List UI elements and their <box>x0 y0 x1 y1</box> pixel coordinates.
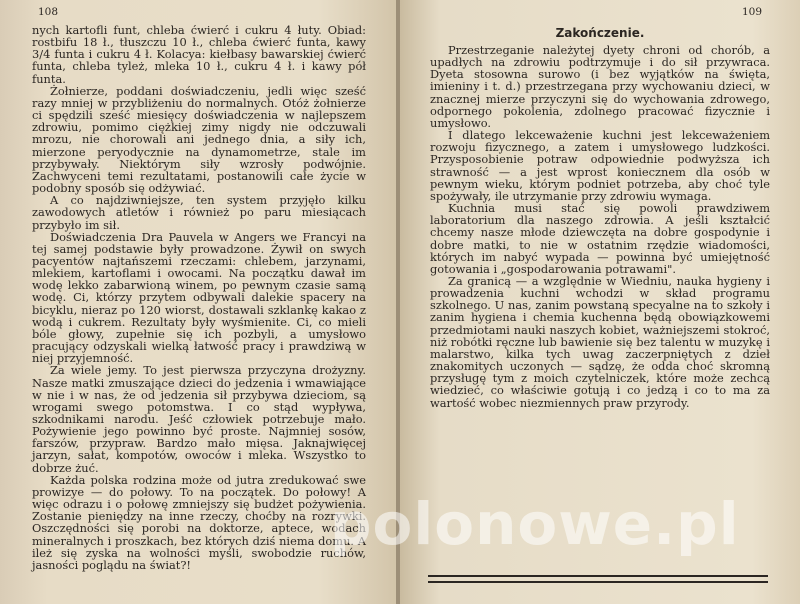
right-page <box>400 0 800 604</box>
paragraph: Żołnierze, poddani doświadczeniu, jedli więc sześć razy mniej w przybliżeniu do normalnych. Otóż żołnierze ci spędzili sześć miesięcy doświadczenia w najlepszem zdrowiu, pomimo ciężkiej zimy nigdy nie odczuwali mrozu, nie chorowali ani jednego dnia, a siły ich, mierzone peryodycznie na dynamometrze, stale im przybywały. Niektórym siły wzrosły podwójnie. Zachwyceni temi rezultatami, postanowili całe życie w podobny sposób się odżywiać. <box>32 83 366 196</box>
left-page <box>0 0 398 604</box>
paragraph: Każda polska rodzina może od jutra zredukować swe prowizye — do połowy. To na początek. Do połowy! A więc odrazu i o połowę zmniejszy się budżet pożywienia. Zostanie pieniędzy na inne rzeczy, choćby na rozrywki. Oszczędności się porobi na doktorze, aptece, wodach mineralnych i proszkach, bez których dziś niema domu. A ileż się zyska na wolności myśli, swobodzie ruchów, jasności poglądu na świat?! <box>32 472 366 572</box>
left-page-text <box>32 24 366 571</box>
paragraph: A co najdziwniejsze, ten system przyjęło kilku zawodowych atletów i również po paru miesiącach przybyło im sił. <box>32 193 366 232</box>
chapter-title: Zakończenie. <box>555 26 645 40</box>
right-page-text <box>430 44 770 409</box>
paragraph: Kuchnia musi stać się powoli prawdziwem laboratorium dla naszego zdrowia. A jeśli kształcić chcemy nasze młode dziewczęta na dobre gospodynie i dobre matki, to nie w ostatnim rzędzie wiadomości, których im nabyć wypada — powinna być umiejętność gotowania i „gospodarowania potrawami". <box>430 201 770 276</box>
paragraph: Za granicą — a względnie w Wiedniu, nauka hygieny i prowadzenia kuchni wchodzi w skład programu szkolnego. U nas, zanim powstaną specyalne na to szkoły i zanim hygiena i chemia kuchenna będą obowiązkowemi przedmiotami nauki naszych kobiet, ważniejszemi stokroć, niż robótki ręczne lub bawienie się bez talentu w muzykę i malarstwo, kilka tych uwag zaczerpniętych z dzieł znakomitych uczonych — sądzę, że odda choć skromną przysługę tym z moich czytelniczek, które może zechcą wiedzieć, co właściwie gotują i co jedzą i co to ma za wartość wobec niezmiennych praw przyrody. <box>430 273 770 410</box>
end-rule-thin <box>428 581 768 583</box>
page-number-left: 108 <box>38 6 59 18</box>
paragraph: Doświadczenia Dra Pauvela w Angers we Francyi na tej samej podstawie były prowadzone. Żywił on swych pacyentów najtańszemi rzeczami: chlebem, jarzynami, mlekiem, kartoflami i owocami. Na początku dawał im wodę lekko zabarwioną winem, po pewnym czasie samą wodę. Ci, którzy przytem odbywali dalekie spacery na bicyklu, nieraz po 120 wiorst, dostawali szklankę kakao z wodą i cukrem. Rezultaty były wyśmienite. Ci, co mieli bóle głowy, zupełnie się ich pozbyli, a umysłowo pracujący odzyskali wielką łatwość pracy i prawdziwą w niej przyjemność. <box>32 229 366 366</box>
page-number-right: 109 <box>741 6 762 18</box>
paragraph: Przestrzeganie należytej dyety chroni od chorób, a upadłych na zdrowiu podtrzymuje i do sił przywraca. Dyeta stosowna surowo (i bez wyjątków na święta, imieniny i t. d.) przestrzegana przy wychowaniu dzieci, w znacznej mierze przyczyni się do wychowania zdrowego, odpornego pokolenia, zdolnego pracować fizycznie i umysłowo. <box>430 43 770 130</box>
paragraph: Za wiele jemy. To jest pierwsza przyczyna drożyzny. Nasze matki zmuszające dzieci do jedzenia i wmawiające w nie i w nas, że od jedzenia sił przybywa dzieciom, są wrogami swego potomstwa. I co stąd wypływa, szkodnikami narodu. Jeść człowiek potrzebuje mało. Pożywienie jego powinno być proste. Najmniej sosów, farszów, przypraw. Bardzo mało mięsa. Jaknajwięcej jarzyn, sałat, kompotów, owoców i mleka. Wszystko to dobrze żuć. <box>32 363 366 475</box>
end-rule <box>428 575 768 577</box>
paragraph: nych kartofli funt, chleba ćwierć i cukru 4 łuty. Obiad: rostbifu 18 ł., tłuszczu 10 ł., chleba ćwierć funta, kawy 3/4 funta i cukru 4 ł. Kolacya: kiełbasy bawarskiej ćwierć funta, chleba tyleż, mleka 10 ł., cukru 4 ł. i kawy pół funta. <box>32 23 366 86</box>
watermark: polonowe.pl <box>330 490 740 558</box>
paragraph: I dlatego lekceważenie kuchni jest lekceważeniem rozwoju fizycznego, a zatem i umysłowego ludzkości. Przysposobienie potraw odpowiednie podwyższa ich strawność — a jest wprost koniecznem dla osób w pewnym wieku, którym podniet potrzeba, aby choć tyle spożywały, ile utrzymanie przy zdrowiu wymaga. <box>430 128 770 203</box>
